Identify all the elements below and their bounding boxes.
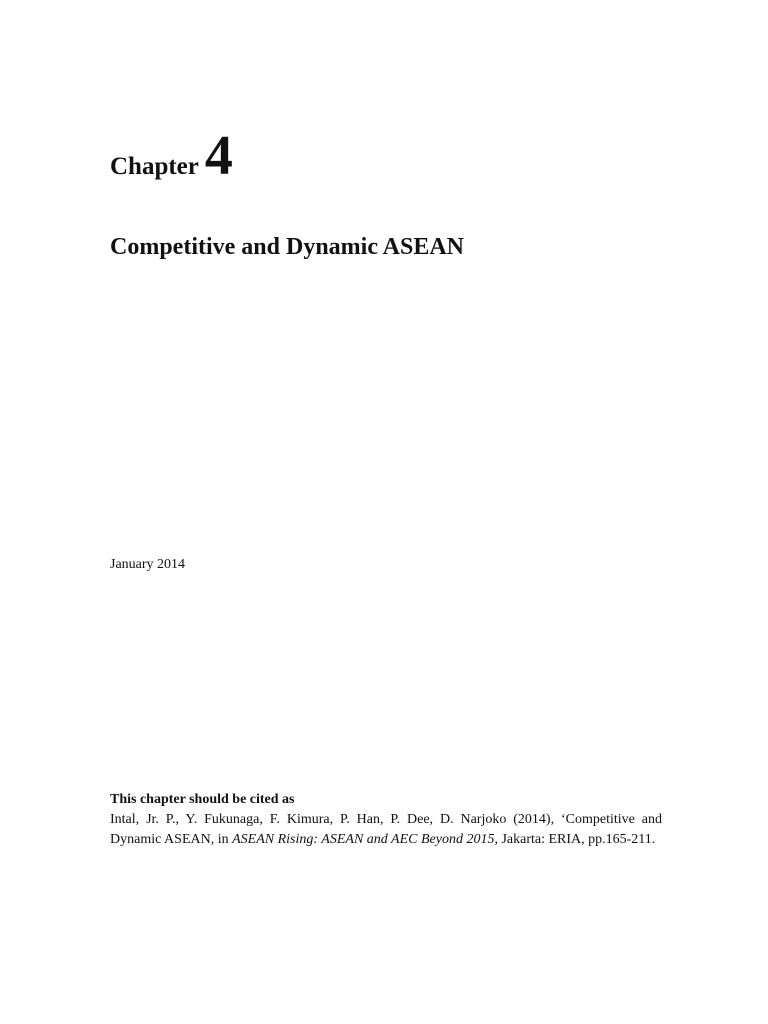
citation-text [110, 810, 662, 850]
citation-text-after: , Jakarta: ERIA, pp.165-211. [494, 832, 656, 847]
citation-text-before: Intal, Jr. P., Y. Fukunaga, F. Kimura, P. Han, P. Dee, D. Narjoko (2014), ‘Competitive and Dynamic ASEAN, in [110, 812, 662, 847]
publication-date: January 2014 [110, 557, 186, 572]
chapter-title: Competitive and Dynamic ASEAN [110, 234, 465, 260]
citation-heading: This chapter should be cited as [110, 792, 295, 807]
chapter-number: 4 [204, 125, 233, 187]
chapter-label: Chapter [110, 153, 199, 180]
citation-book-title: ASEAN Rising: ASEAN and AEC Beyond 2015 [232, 832, 495, 847]
citation-block [110, 790, 662, 850]
chapter-heading [110, 125, 233, 187]
